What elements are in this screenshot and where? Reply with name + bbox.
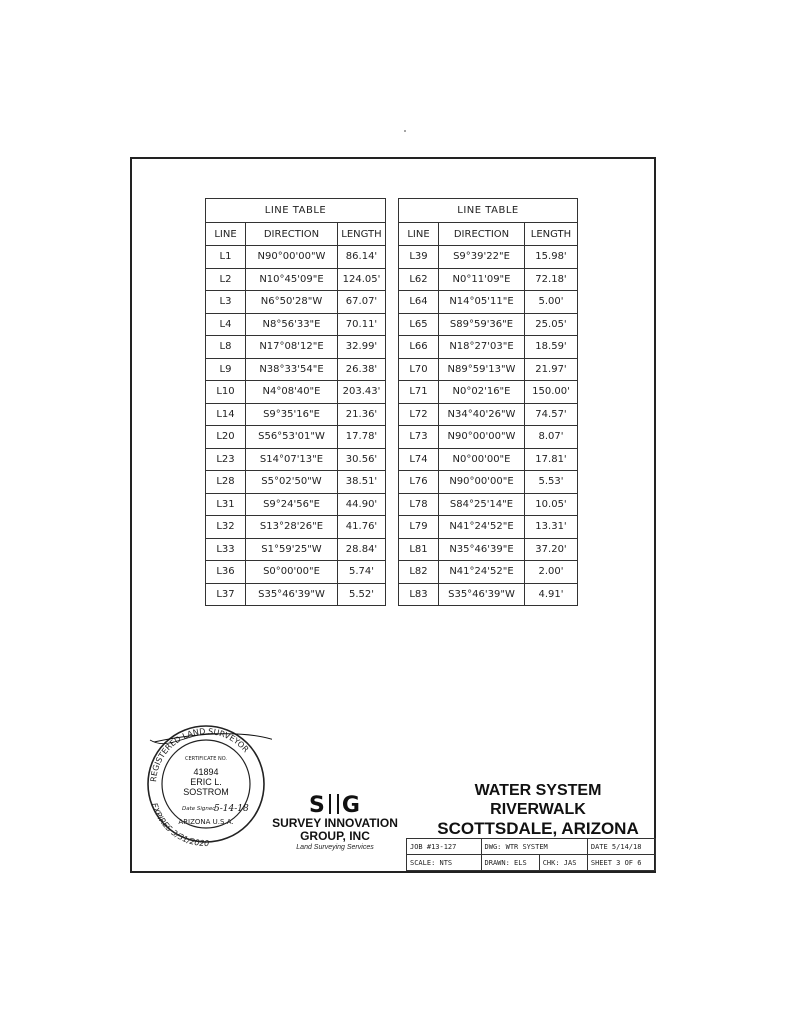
checked-by: CHK: JAS (539, 855, 587, 871)
seal-state: ARIZONA U.S.A. (178, 818, 234, 826)
length-cell: 21.97' (525, 358, 578, 381)
drawn-by: DRAWN: ELS (481, 855, 539, 871)
length-cell: 124.05' (338, 268, 386, 291)
drawing-date: DATE 5/14/18 (587, 839, 655, 855)
seal-date-signed-label: Date Signed (182, 806, 216, 812)
line-id-cell: L70 (399, 358, 439, 381)
seal-expires-text: EXPIRES 3/31/2020 (149, 801, 210, 849)
line-id-cell: L4 (206, 313, 246, 336)
direction-cell: N14°05'11"E (439, 291, 525, 314)
seal-ring-text: REGISTERED LAND SURVEYOR (148, 726, 251, 783)
line-id-cell: L66 (399, 336, 439, 359)
table-row (206, 516, 386, 539)
direction-cell: N8°56'33"E (246, 313, 338, 336)
table-row (399, 561, 578, 584)
direction-cell: N0°00'00"E (439, 448, 525, 471)
surveyor-seal (140, 712, 272, 852)
direction-cell: N35°46'39"E (439, 538, 525, 561)
sheet-number: SHEET 3 OF 6 (587, 855, 655, 871)
line-id-cell: L65 (399, 313, 439, 336)
header-length: LENGTH (525, 223, 578, 246)
table-row (399, 291, 578, 314)
seal-name-line2: SOSTROM (183, 787, 229, 797)
direction-cell: S14°07'13"E (246, 448, 338, 471)
table-row (206, 538, 386, 561)
seal-certificate-label: CERTIFICATE NO. (184, 756, 228, 762)
line-id-cell: L37 (206, 583, 246, 606)
logo-mark (270, 793, 400, 817)
line-id-cell: L1 (206, 246, 246, 269)
direction-cell: S84°25'14"E (439, 493, 525, 516)
table-row (399, 403, 578, 426)
line-id-cell: L79 (399, 516, 439, 539)
direction-cell: N34°40'26"W (439, 403, 525, 426)
length-cell: 203.43' (338, 381, 386, 404)
table-row (399, 358, 578, 381)
line-id-cell: L14 (206, 403, 246, 426)
length-cell: 10.05' (525, 493, 578, 516)
direction-cell: N6°50'28"W (246, 291, 338, 314)
direction-cell: N90°00'00"W (246, 246, 338, 269)
length-cell: 72.18' (525, 268, 578, 291)
length-cell: 150.00' (525, 381, 578, 404)
length-cell: 28.84' (338, 538, 386, 561)
table-row (206, 381, 386, 404)
length-cell: 86.14' (338, 246, 386, 269)
company-tagline: Land Surveying Services (296, 844, 374, 851)
table-row (399, 268, 578, 291)
direction-cell: S5°02'50"W (246, 471, 338, 494)
header-length: LENGTH (338, 223, 386, 246)
length-cell: 21.36' (338, 403, 386, 426)
direction-cell: N17°08'12"E (246, 336, 338, 359)
table-row (206, 471, 386, 494)
table-row (399, 426, 578, 449)
length-cell: 30.56' (338, 448, 386, 471)
direction-cell: S9°39'22"E (439, 246, 525, 269)
header-line: LINE (206, 223, 246, 246)
line-id-cell: L3 (206, 291, 246, 314)
table-row (399, 493, 578, 516)
line-id-cell: L78 (399, 493, 439, 516)
length-cell: 5.74' (338, 561, 386, 584)
logo-bar (337, 794, 339, 814)
table-row (206, 268, 386, 291)
table-row (206, 426, 386, 449)
direction-cell: N38°33'54"E (246, 358, 338, 381)
direction-cell: S89°59'36"E (439, 313, 525, 336)
line-id-cell: L71 (399, 381, 439, 404)
title-block (406, 838, 656, 871)
length-cell: 5.52' (338, 583, 386, 606)
table-row (399, 538, 578, 561)
table-row (206, 313, 386, 336)
logo-bar (329, 794, 331, 814)
table-row (206, 246, 386, 269)
line-table-right (398, 198, 578, 606)
line-table-rows (206, 246, 386, 606)
direction-cell: S35°46'39"W (439, 583, 525, 606)
direction-cell: S56°53'01"W (246, 426, 338, 449)
seal-signature-date: 5-14-18 (214, 804, 249, 814)
table-row (206, 448, 386, 471)
line-id-cell: L32 (206, 516, 246, 539)
table-row (206, 336, 386, 359)
table-row (399, 336, 578, 359)
line-id-cell: L72 (399, 403, 439, 426)
company-name-line2: GROUP, INC (300, 829, 370, 843)
seal-cert-number: 41894 (193, 767, 219, 777)
project-title (420, 781, 656, 838)
table-row (206, 493, 386, 516)
line-id-cell: L62 (399, 268, 439, 291)
line-id-cell: L36 (206, 561, 246, 584)
length-cell: 26.38' (338, 358, 386, 381)
header-direction: DIRECTION (439, 223, 525, 246)
logo-letter-g: G (341, 793, 361, 818)
table-row (399, 583, 578, 606)
table-row (206, 358, 386, 381)
line-id-cell: L64 (399, 291, 439, 314)
length-cell: 37.20' (525, 538, 578, 561)
length-cell: 13.31' (525, 516, 578, 539)
project-title-line3: SCOTTSDALE, ARIZONA (437, 819, 639, 838)
company-logo (270, 793, 400, 851)
direction-cell: N0°02'16"E (439, 381, 525, 404)
line-table-title: LINE TABLE (399, 199, 578, 223)
table-row (206, 561, 386, 584)
project-title-line1: WATER SYSTEM (474, 782, 602, 799)
line-id-cell: L10 (206, 381, 246, 404)
length-cell: 17.81' (525, 448, 578, 471)
project-title-line2: RIVERWALK (490, 801, 586, 818)
line-table-rows (399, 246, 578, 606)
table-row (206, 583, 386, 606)
scan-speck (404, 130, 406, 132)
direction-cell: S9°35'16"E (246, 403, 338, 426)
length-cell: 4.91' (525, 583, 578, 606)
line-id-cell: L20 (206, 426, 246, 449)
table-row (399, 516, 578, 539)
line-id-cell: L33 (206, 538, 246, 561)
table-row (399, 448, 578, 471)
line-id-cell: L28 (206, 471, 246, 494)
length-cell: 15.98' (525, 246, 578, 269)
table-row (399, 246, 578, 269)
length-cell: 18.59' (525, 336, 578, 359)
line-id-cell: L2 (206, 268, 246, 291)
length-cell: 2.00' (525, 561, 578, 584)
line-id-cell: L82 (399, 561, 439, 584)
line-id-cell: L9 (206, 358, 246, 381)
drawing-name: DWG: WTR SYSTEM (481, 839, 587, 855)
company-name-line1: SURVEY INNOVATION (272, 816, 398, 830)
direction-cell: N90°00'00"E (439, 471, 525, 494)
job-number: JOB #13-127 (407, 839, 482, 855)
length-cell: 8.07' (525, 426, 578, 449)
line-id-cell: L8 (206, 336, 246, 359)
direction-cell: S13°28'26"E (246, 516, 338, 539)
length-cell: 25.05' (525, 313, 578, 336)
line-id-cell: L83 (399, 583, 439, 606)
line-table-title: LINE TABLE (206, 199, 386, 223)
direction-cell: N41°24'52"E (439, 516, 525, 539)
table-row (399, 381, 578, 404)
logo-letter-s: S (309, 793, 326, 818)
seal-name-line1: ERIC L. (190, 777, 222, 787)
direction-cell: S9°24'56"E (246, 493, 338, 516)
line-id-cell: L23 (206, 448, 246, 471)
direction-cell: S0°00'00"E (246, 561, 338, 584)
drawing-scale: SCALE: NTS (407, 855, 482, 871)
direction-cell: N10°45'09"E (246, 268, 338, 291)
length-cell: 44.90' (338, 493, 386, 516)
length-cell: 5.00' (525, 291, 578, 314)
length-cell: 32.99' (338, 336, 386, 359)
table-row (399, 471, 578, 494)
line-id-cell: L39 (399, 246, 439, 269)
length-cell: 38.51' (338, 471, 386, 494)
length-cell: 74.57' (525, 403, 578, 426)
direction-cell: N18°27'03"E (439, 336, 525, 359)
direction-cell: N89°59'13"W (439, 358, 525, 381)
line-id-cell: L76 (399, 471, 439, 494)
length-cell: 41.76' (338, 516, 386, 539)
direction-cell: S1°59'25"W (246, 538, 338, 561)
line-id-cell: L74 (399, 448, 439, 471)
length-cell: 67.07' (338, 291, 386, 314)
line-id-cell: L31 (206, 493, 246, 516)
header-line: LINE (399, 223, 439, 246)
direction-cell: N90°00'00"W (439, 426, 525, 449)
direction-cell: N41°24'52"E (439, 561, 525, 584)
line-id-cell: L73 (399, 426, 439, 449)
table-row (399, 313, 578, 336)
length-cell: 17.78' (338, 426, 386, 449)
length-cell: 5.53' (525, 471, 578, 494)
header-direction: DIRECTION (246, 223, 338, 246)
table-row (206, 291, 386, 314)
direction-cell: N4°08'40"E (246, 381, 338, 404)
length-cell: 70.11' (338, 313, 386, 336)
table-row (206, 403, 386, 426)
line-table-left (205, 198, 386, 606)
direction-cell: S35°46'39"W (246, 583, 338, 606)
line-id-cell: L81 (399, 538, 439, 561)
direction-cell: N0°11'09"E (439, 268, 525, 291)
